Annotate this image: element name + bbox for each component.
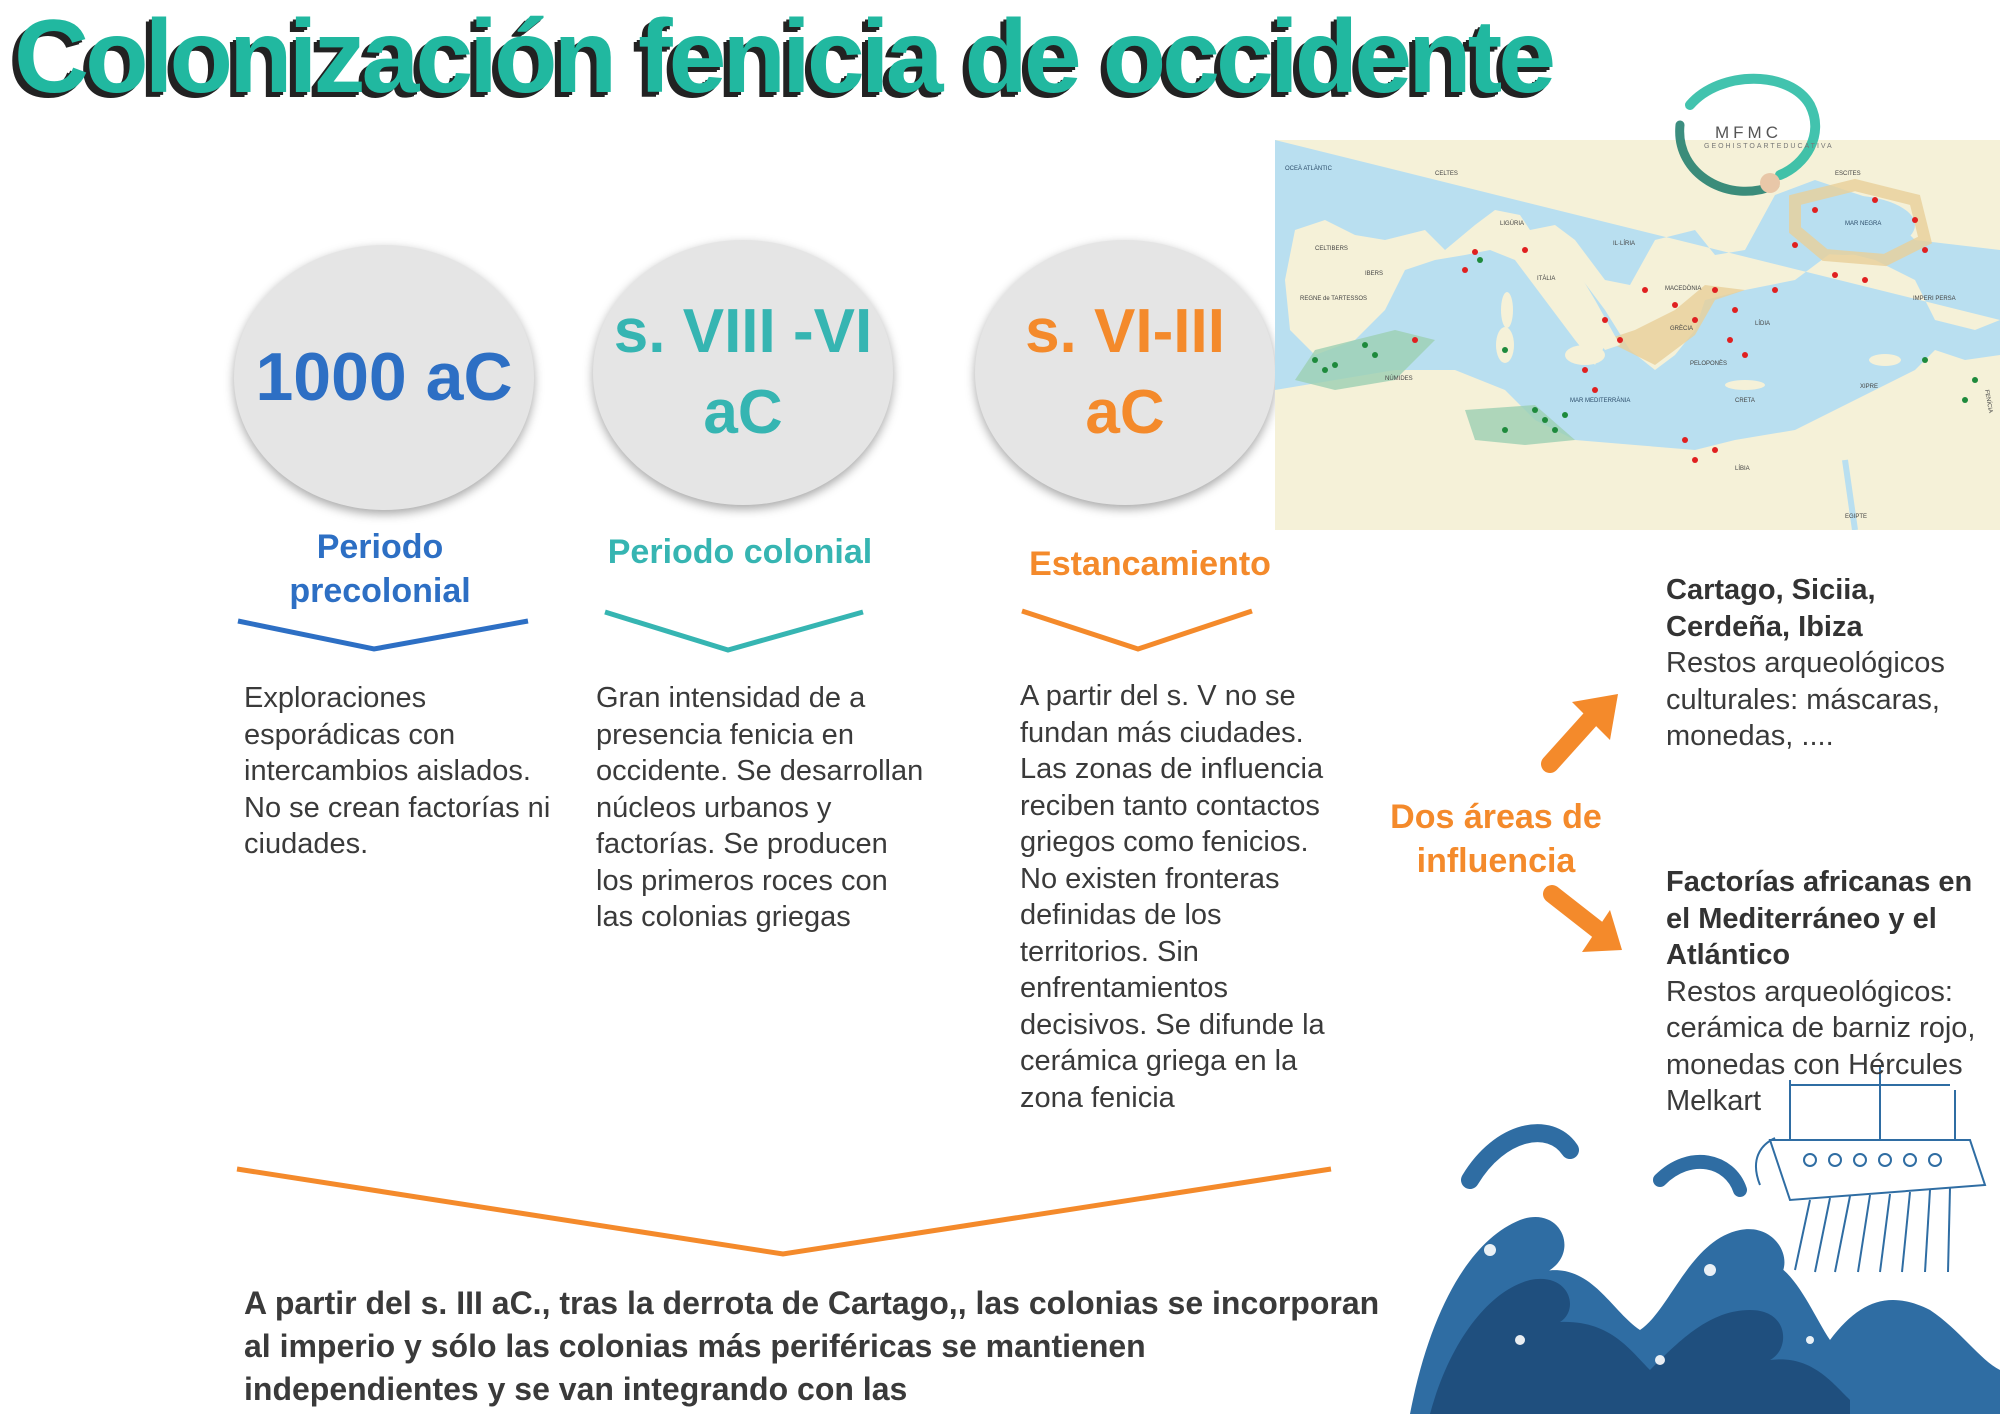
conclusion-text: A partir del s. III aC., tras la derrota de Cartago,, las colonias se incorporan al imperio y sólo las colonias más periféricas se mantienen independientes y se van integrando con las <box>244 1285 1380 1407</box>
map-label: MAR MEDITERRÀNIA <box>1570 398 1631 404</box>
map-label: CELTIBERS <box>1315 246 1348 252</box>
period-description-stagnation: A partir del s. V no se fundan más ciudades. Las zonas de influencia reciben tanto contactos griegos como fenicios. No existen fronteras definidas de los territorios. Sin enfrentamientos decisivos. Se difunde la cerámica griega en la zona fenicia <box>1020 680 1325 1114</box>
mediterranean-colonies-map <box>1275 140 2000 530</box>
chevron-divider-teal <box>603 608 865 658</box>
map-label: CRETA <box>1735 398 1755 404</box>
period-title-precolonial: Periodo precolonial <box>289 528 471 611</box>
map-label: REGNE de TARTESSOS <box>1300 296 1368 302</box>
date-label: 1000 aC <box>255 339 513 416</box>
date-label-line1: s. VIII -VI <box>613 296 873 366</box>
arrow-up-right-icon <box>1540 692 1620 772</box>
map-label: IL·LÍRIA <box>1613 241 1636 247</box>
period-description-colonial: Gran intensidad de a presencia fenicia en occidente. Se desarrollan núcleos urbanos y factorías. Se producen los primeros roces con las colonias griegas <box>596 682 924 933</box>
map-label: LIGÚRIA <box>1500 221 1525 227</box>
map-label: NÚMIDES <box>1385 376 1413 382</box>
map-label: CELTES <box>1435 171 1458 177</box>
chevron-divider-large <box>235 1162 1335 1262</box>
influence-area-text: Restos arqueológicos: cerámica de barniz rojo, monedas con Hércules Melkart <box>1666 975 1976 1117</box>
arrow-down-right-icon <box>1540 882 1625 957</box>
period-description-precolonial: Exploraciones esporádicas con intercambios aislados. No se crean factorías ni ciudades. <box>244 682 551 860</box>
map-label: IBERS <box>1365 271 1384 277</box>
date-circle-colonial <box>593 240 893 505</box>
chevron-divider-blue <box>236 615 531 655</box>
map-label: MACEDÒNIA <box>1665 286 1702 292</box>
date-label-line1: s. VI-III <box>1025 296 1225 366</box>
logo-subtext: GEOHISTOARTEDUCATIVA <box>1704 143 1834 150</box>
influence-area-text: Restos arqueológicos culturales: máscaras, monedas, .... <box>1666 647 1945 752</box>
map-label: PELOPONÈS <box>1690 361 1728 367</box>
influence-area-2 <box>1666 864 2000 1120</box>
influence-area-title: Cartago, Siciia, Cerdeña, Ibiza <box>1666 574 1876 643</box>
date-label-line2: aC <box>703 377 783 447</box>
map-label: ITÀLIA <box>1537 276 1556 282</box>
date-circle-precolonial <box>234 245 534 510</box>
map-label: IMPERI PERSA <box>1913 296 1956 302</box>
influence-area-title: Factorías africanas en el Mediterráneo y el Atlántico <box>1666 866 1973 971</box>
influence-area-1 <box>1666 572 1996 755</box>
map-label: OCEÀ ATLÀNTIC <box>1285 166 1332 172</box>
logo-text: MFMC <box>1715 123 1782 142</box>
influence-heading: Dos áreas de influencia <box>1390 798 1602 880</box>
date-label-line2: aC <box>1085 377 1165 447</box>
map-label: LÍDIA <box>1755 321 1771 327</box>
map-label: MAR NEGRA <box>1845 221 1882 227</box>
period-title-stagnation: Estancamiento <box>1029 545 1271 583</box>
map-label: GRÈCIA <box>1670 326 1694 332</box>
page-title: Colonización fenicia de occidente <box>14 0 1553 115</box>
chevron-divider-orange <box>1020 607 1255 657</box>
map-label: LÍBIA <box>1735 466 1750 472</box>
map-label: FENÍCIA <box>1983 389 1994 414</box>
period-title-colonial: Periodo colonial <box>607 533 873 571</box>
date-circle-stagnation <box>975 240 1275 505</box>
map-label: ESCITES <box>1835 171 1861 177</box>
map-label: XIPRE <box>1860 384 1879 390</box>
map-label: EGIPTE <box>1845 514 1868 520</box>
